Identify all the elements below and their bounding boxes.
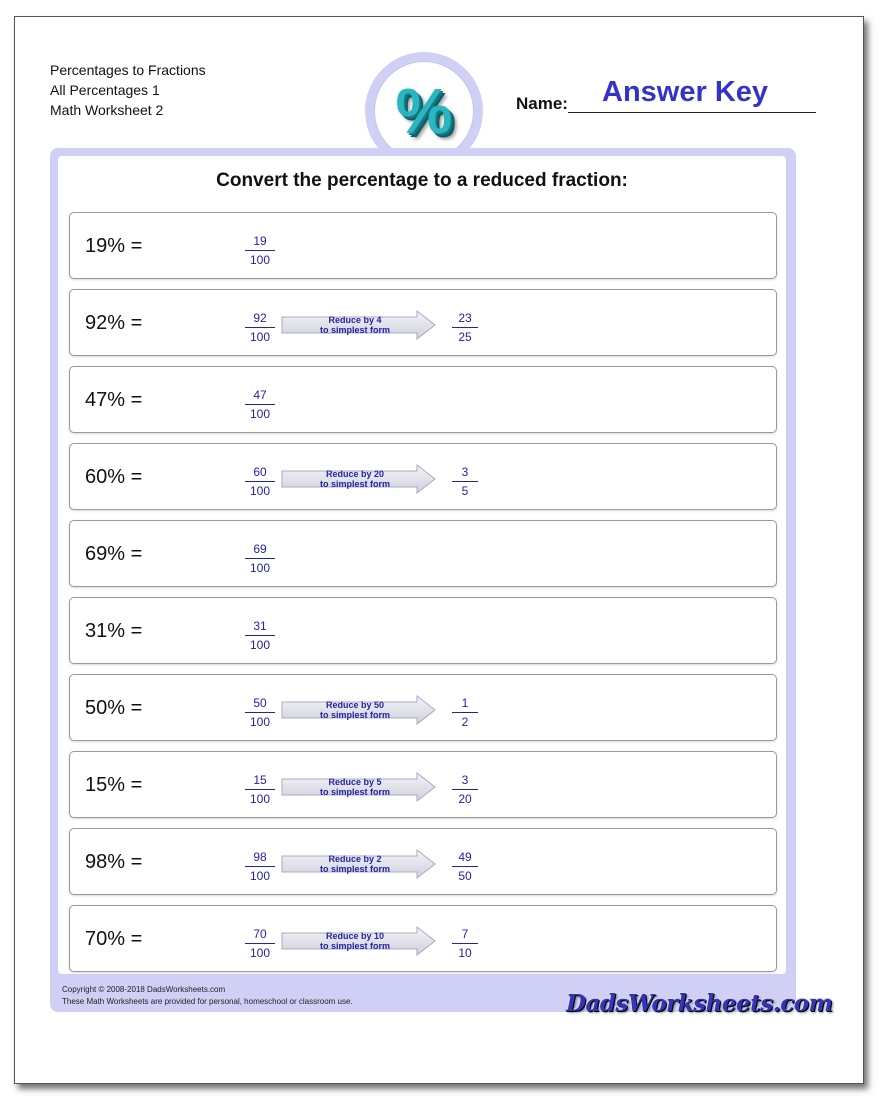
reduced-denominator: 25 [458,330,472,344]
answer-key-label: Answer Key [602,76,769,108]
reduce-arrow [281,926,437,956]
reduced-fraction [452,464,478,499]
problem-row [69,289,777,356]
problem-row [69,443,777,510]
reduce-amount: Reduce by 5 [328,777,382,787]
reduced-denominator: 20 [458,792,472,806]
reduce-arrow [281,772,437,802]
reduce-caption: to simplest form [319,787,390,797]
fraction-over-100 [245,695,275,730]
denominator: 100 [249,638,271,652]
numerator: 47 [245,387,275,405]
denominator: 100 [249,407,271,421]
reduced-denominator: 50 [458,869,472,883]
numerator: 19 [245,233,275,251]
numerator: 92 [245,310,275,328]
percentage-label: 98% = [85,851,143,873]
reduced-denominator: 10 [458,946,472,960]
denominator: 100 [249,330,271,344]
fraction-over-100 [245,233,275,268]
reduced-fraction [452,849,478,884]
denominator: 100 [249,792,271,806]
reduce-arrow [281,849,437,879]
reduce-arrow [281,464,437,494]
reduce-caption: to simplest form [319,941,390,951]
reduce-amount: Reduce by 20 [325,469,385,479]
reduced-numerator: 3 [452,464,478,482]
percentage-label: 31% = [85,620,143,642]
fraction-over-100 [245,541,275,576]
percentage-label: 19% = [85,235,143,257]
problem-row [69,212,777,279]
reduced-fraction [452,772,478,807]
name-label: Name: [516,94,568,113]
numerator: 69 [245,541,275,559]
percentage-label: 60% = [85,466,143,488]
fraction-over-100 [245,772,275,807]
reduced-numerator: 7 [452,926,478,944]
reduced-denominator: 2 [461,715,469,729]
reduce-amount: Reduce by 4 [328,315,382,325]
instruction-heading: Convert the percentage to a reduced fraction: [216,170,628,191]
problem-row [69,366,777,433]
worksheet-number: Math Worksheet 2 [50,102,164,118]
name-underline [568,112,816,113]
fraction-over-100 [245,849,275,884]
denominator: 100 [249,561,271,575]
reduced-numerator: 49 [452,849,478,867]
name-field [516,76,816,116]
numerator: 98 [245,849,275,867]
reduce-caption: to simplest form [319,325,390,335]
numerator: 31 [245,618,275,636]
reduced-fraction [452,695,478,730]
reduce-amount: Reduce by 10 [325,931,385,941]
reduced-numerator: 3 [452,772,478,790]
denominator: 100 [249,253,271,267]
numerator: 15 [245,772,275,790]
usage-notice: These Math Worksheets are provided for personal, homeschool or classroom use. [62,997,353,1006]
problem-row [69,674,777,741]
worksheet-header [50,60,206,120]
fraction-over-100 [245,310,275,345]
denominator: 100 [249,869,271,883]
reduced-denominator: 5 [461,484,469,498]
problem-row [69,520,777,587]
percent-icon: % [395,75,453,147]
reduce-amount: Reduce by 50 [325,700,385,710]
reduced-numerator: 1 [452,695,478,713]
reduce-caption: to simplest form [319,710,390,720]
numerator: 50 [245,695,275,713]
denominator: 100 [249,484,271,498]
copyright-text: Copyright © 2008-2018 DadsWorksheets.com [62,985,226,994]
reduce-arrow [281,695,437,725]
numerator: 70 [245,926,275,944]
percentage-label: 70% = [85,928,143,950]
fraction-over-100 [245,618,275,653]
problem-list [69,212,777,982]
reduced-fraction [452,926,478,961]
problem-row [69,828,777,895]
footer [62,984,353,1008]
reduce-amount: Reduce by 2 [328,854,382,864]
problem-row [69,751,777,818]
percentage-label: 50% = [85,697,143,719]
fraction-over-100 [245,926,275,961]
denominator: 100 [249,715,271,729]
percentage-label: 15% = [85,774,143,796]
problem-row [69,597,777,664]
worksheet-subtitle: All Percentages 1 [50,82,160,98]
reduce-caption: to simplest form [319,479,390,489]
denominator: 100 [249,946,271,960]
fraction-over-100 [245,464,275,499]
percentage-label: 92% = [85,312,143,334]
reduce-arrow [281,310,437,340]
brand-logo: DadsWorksheets.com [566,990,833,1017]
percentage-label: 47% = [85,389,143,411]
reduced-numerator: 23 [452,310,478,328]
reduce-caption: to simplest form [319,864,390,874]
problem-row [69,905,777,972]
percentage-label: 69% = [85,543,143,565]
reduced-fraction [452,310,478,345]
numerator: 60 [245,464,275,482]
fraction-over-100 [245,387,275,422]
worksheet-title: Percentages to Fractions [50,62,206,78]
